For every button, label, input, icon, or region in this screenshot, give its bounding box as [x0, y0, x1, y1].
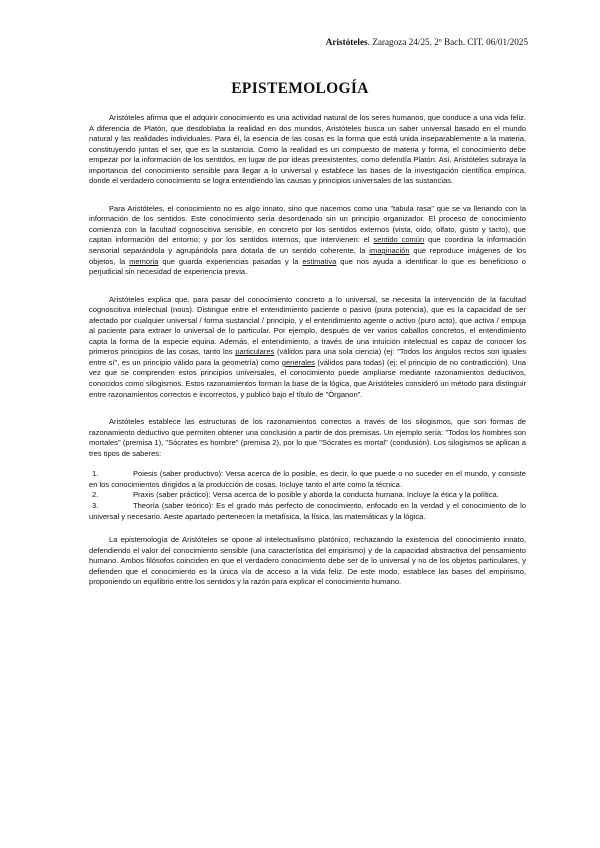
header-author: Aristóteles	[325, 37, 368, 47]
list-item-number: 3.	[92, 500, 99, 510]
paragraph-sensible-knowledge	[89, 204, 526, 278]
text-segment: que nos ayuda a identificar lo que es beneficioso o perjudicial sin necesidad de experiencia previa.	[89, 256, 527, 277]
paragraph-intro: Aristóteles afirma que el adquirir conocimiento es una actividad natural de los seres humanos, que conduce a una vida feliz. A diferencia de Platón, que desdoblaba la realidad en dos mundos, Aristóteles busca un saber universal basado en el mundo natural y las realidades individuales. Para él, la esencia de las cosas es la forma que está unida inseparablemente a la materia, constituyendo juntas el ser, que es la sustancia. Como la realidad es un compuesto de materia y forma, el conocimiento debe empezar por la información de los sentidos, en lugar de por ideas preexistentes, como defendía Platón. Así, Aristóteles subraya la importancia del conocimiento sensible para llegar a lo universal y establece las bases de la investigación científica empírica, donde el verdadero conocimiento se logra entendiendo las causas y principios universales de las sustancias.	[89, 113, 526, 186]
document-title: EPISTEMOLOGÍA	[231, 80, 369, 97]
list-item-text: Praxis (saber práctico): Versa acerca de lo posible y aborda la conducta humana. Incluye la ética y la política.	[133, 490, 499, 500]
term-sentido-comun: sentido común	[373, 235, 425, 245]
paragraph-syllogisms: Aristóteles establece las estructuras de los razonamientos correctos a través de los silogismos, que son formas de razonamiento deductivo que permiten obtener una conclusión a partir de dos premisas. Un ejemplo sería: "Todos los hombres son mortales" (premisa 1), "Sócrates es hombre" (premisa 2), por lo que "Sócrates es mortal" (condusión). Los silogismos se aplican a tres tipos de saberes:	[89, 417, 526, 458]
list-item-text: Poiesis (saber productivo): Versa acerca de lo posible, es decir, lo que puede o no suceder en el mundo, y consiste en los conocimientos dirigidos a la producción de cosas. Incluye tanto el arte como la técnica.	[89, 469, 526, 489]
header-details: . Zaragoza 24/25. 2º Bach. CIT. 06/01/2025	[367, 37, 528, 47]
text-segment: (válidos para una sola ciencia) (ej: "Todos los ángulos rectos son iguales entre sí", es un principio válido para la geometría) como	[89, 347, 527, 367]
list-item	[89, 490, 526, 501]
list-item-number: 2.	[92, 490, 99, 500]
text-segment: que reproduce imágenes de los objetos, la	[89, 246, 526, 266]
term-estimativa: estimativa	[302, 256, 337, 266]
term-generales: generales	[281, 357, 315, 367]
text-segment: Aristóteles explica que, para pasar del conocimiento concreto a lo universal, se necesita la intervención de la facultad cognoscitiva intelectual (nous). Distingue entre el entendimiento paciente o pasivo (pura potencia), que es la capacidad de ser afectado por cualquier universal / forma sustancial / principio, y el entendimiento agente o activo (puro acto), que activa / empuja al paciente para extraer lo universal de lo particular. Por ejemplo, después de ver varios caballos concretos, el entendimiento capta la forma de la especie equina. Además, el entendimiento, a través de una intuición intelectual es capaz de conocer los primeros principios de las cosas, tanto los	[89, 294, 526, 357]
paragraph-conclusion: La epistemología de Aristóteles se opone al intelectualismo platónico, rechazando la existencia del conocimiento innato, defendiendo el valor del conocimiento sensible (una característica del empirismo) y de la capacidad abstractiva del pensamiento humano. Ambos filósofos coinciden en que el verdadero conocimiento debe ser de lo universal y no de los objetos particulares, y defienden que el conocimiento es la única vía de acceso a la vida feliz. De este modo, establece las bases del empirismo, proponiendo un equilibrio entre los sentidos y la razón para explicar el conocimiento humano.	[89, 535, 526, 587]
knowledge-types-list	[89, 469, 526, 522]
list-item	[89, 501, 526, 522]
term-particulares: particulares	[235, 347, 275, 357]
list-item	[89, 469, 526, 490]
text-segment: que guarda experiencias pasadas y la	[158, 256, 303, 266]
list-item-number: 1.	[92, 469, 99, 479]
text-segment: Para Aristóteles, el conocimiento no es algo innato, sino que nacemos como una "tabula rasa" que se va llenando con la información de los sentidos. Este conocimiento sería desordenado sin un principio organizador. El proceso de conocimiento comienza con la facultad cognoscitiva sensible, en concreto por los sentidos externos (vista, oído, olfato, gusto y tacto), que captan información del entorno; y por los sentidos internos, que intervienen: el	[89, 203, 526, 245]
paragraph-intellectual-knowledge	[89, 295, 526, 400]
list-item-text: Theoría (saber teórico): Es el grado más perfecto de conocimiento, enfocado en la verdad y el conocimiento de lo universal y necesario. Aeste apartado pertenecen la metafísica, la física, las matemáticas y la lógica.	[89, 500, 526, 521]
page-header	[326, 37, 528, 47]
text-segment: que coordina la información sensorial separándola y agrupándola para dotarla de un sentido coherente, la	[89, 235, 526, 256]
text-segment: (válidos para todas) (ej: el principio de no contradicción). Una vez que se comprenden estos principios universales, el conocimiento puede ampliarse mediante razonamientos deductivos, conocidos como silogismos. Estos razonamientos forman la base de la lógica, que Aristóteles consideró un método para distinguir entre razonamientos correctos e incorrectos, y publicó bajo el título de "Órganon".	[89, 357, 526, 399]
document-body	[89, 113, 526, 605]
term-memoria: memoria	[129, 256, 159, 266]
term-imaginacion: imaginación	[369, 246, 410, 256]
